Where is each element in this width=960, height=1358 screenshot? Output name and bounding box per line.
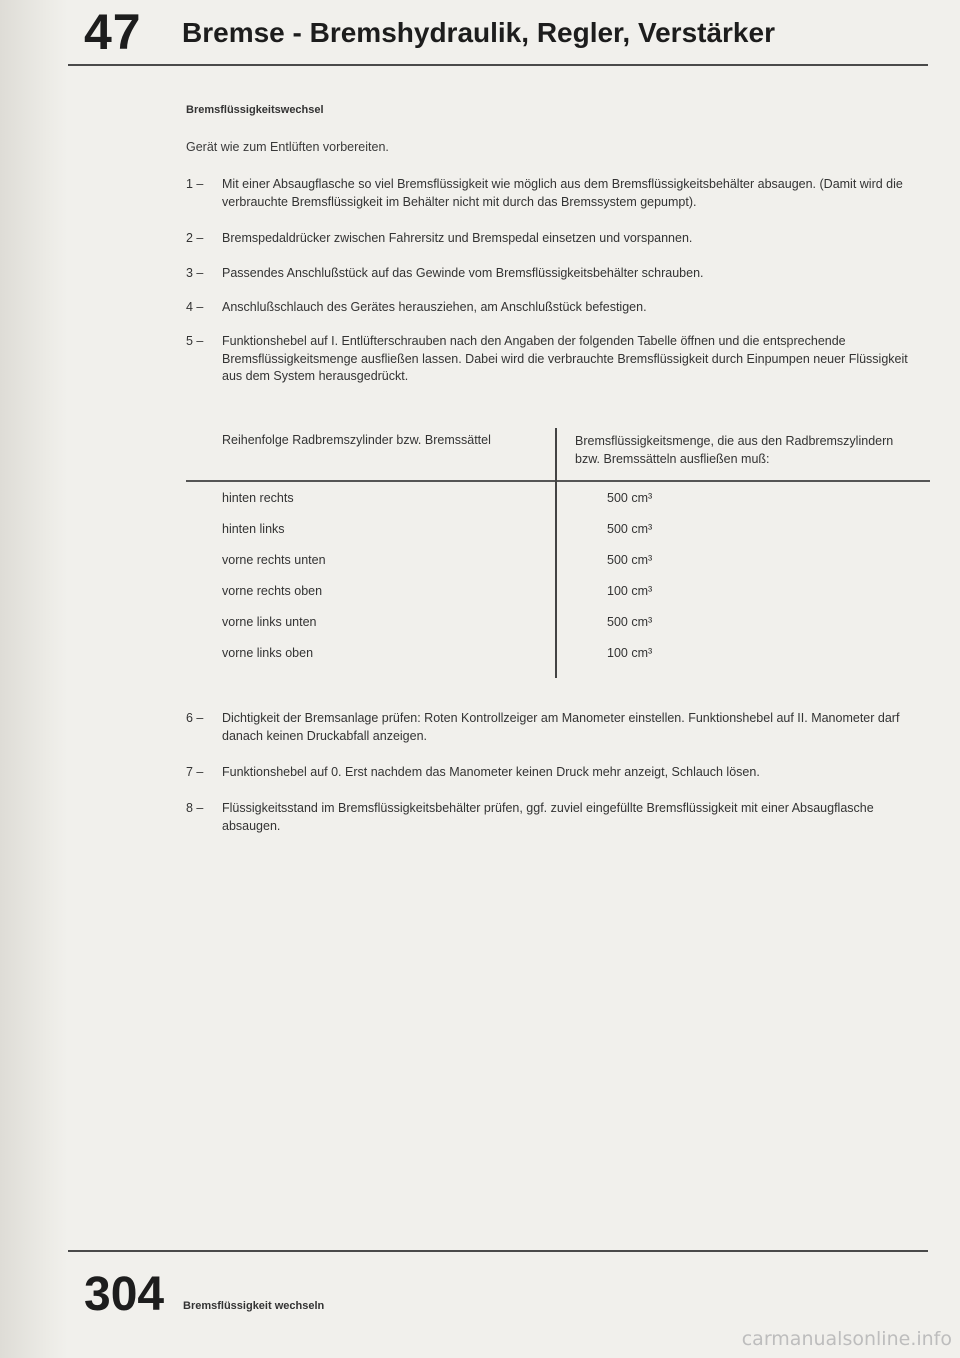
page-label: Bremsflüssigkeit wechseln [183, 1300, 325, 1312]
step-text: Bremspedaldrücker zwischen Fahrersitz und Bremspedal einsetzen und vorspannen. [222, 231, 693, 245]
row-amount: 500 cm³ [607, 553, 653, 567]
row-amount: 100 cm³ [607, 646, 653, 660]
step-number: 6 – [186, 711, 204, 725]
table-header-rule [186, 480, 930, 482]
table-row [222, 522, 922, 542]
step-number: 8 – [186, 801, 204, 815]
row-position: hinten links [222, 522, 285, 536]
footer-rule [68, 1250, 928, 1252]
table-row [222, 491, 922, 511]
step-number: 4 – [186, 300, 204, 314]
header-rule [68, 64, 928, 66]
table-row [222, 646, 922, 666]
step-text: Mit einer Absaugflasche so viel Bremsflüssigkeit wie möglich aus dem Bremsflüssigkeitsbehälter absaugen. (Damit wird die verbrauchte Bremsflüssigkeit im Behälter nicht mit durch das Bremssystem gepumpt). [222, 177, 903, 209]
step-text: Flüssigkeitsstand im Bremsflüssigkeitsbehälter prüfen, ggf. zuviel eingefüllte Bremsflüssigkeit mit einer Absaugflasche absaugen. [222, 801, 874, 833]
step-text: Anschlußschlauch des Gerätes herausziehen, am Anschlußstück befestigen. [222, 300, 647, 314]
page-number: 304 [84, 1268, 165, 1321]
row-position: vorne rechts unten [222, 553, 326, 567]
chapter-number: 47 [84, 4, 142, 60]
page-scan-edge [0, 0, 68, 1358]
step-number: 3 – [186, 266, 204, 280]
watermark: carmanualsonline.info [741, 1328, 952, 1350]
step-text: Passendes Anschlußstück auf das Gewinde vom Bremsflüssigkeitsbehälter schrauben. [222, 266, 704, 280]
row-position: vorne links oben [222, 646, 314, 660]
row-amount: 500 cm³ [607, 615, 653, 629]
step-text: Dichtigkeit der Bremsanlage prüfen: Roten Kontrollzeiger am Manometer einstellen. Funktionshebel auf II. Manometer darf danach keinen Druckabfall anzeigen. [222, 711, 900, 743]
chapter-title: Bremse - Bremshydraulik, Regler, Verstärker [182, 17, 775, 48]
table-row [222, 553, 922, 573]
row-position: hinten rechts [222, 491, 294, 505]
table-header-position: Reihenfolge Radbremszylinder bzw. Bremssättel [222, 433, 491, 447]
row-amount: 500 cm³ [607, 491, 653, 505]
step-number: 7 – [186, 765, 204, 779]
step-text: Funktionshebel auf 0. Erst nachdem das Manometer keinen Druck mehr anzeigt, Schlauch lösen. [222, 765, 760, 779]
section-title: Bremsflüssigkeitswechsel [186, 104, 324, 116]
row-amount: 100 cm³ [607, 584, 653, 598]
step-number: 5 – [186, 334, 204, 348]
step-number: 2 – [186, 231, 204, 245]
row-position: vorne links unten [222, 615, 317, 629]
step-number: 1 – [186, 177, 204, 191]
table-header-amount: Bremsflüssigkeitsmenge, die aus den Radbremszylindern bzw. Bremssätteln ausfließen muß: [575, 434, 894, 466]
section-intro: Gerät wie zum Entlüften vorbereiten. [186, 140, 389, 154]
table-row [222, 584, 922, 604]
row-amount: 500 cm³ [607, 522, 653, 536]
row-position: vorne rechts oben [222, 584, 323, 598]
table-row [222, 615, 922, 635]
step-text: Funktionshebel auf I. Entlüfterschrauben nach den Angaben der folgenden Tabelle öffnen und die entsprechende Bremsflüssigkeitsmenge ausfließen lassen. Dabei wird die verbrauchte Bremsflüssigkeit durch Einpumpen neuer Flüssigkeit aus dem System herausgedrückt. [222, 334, 908, 383]
